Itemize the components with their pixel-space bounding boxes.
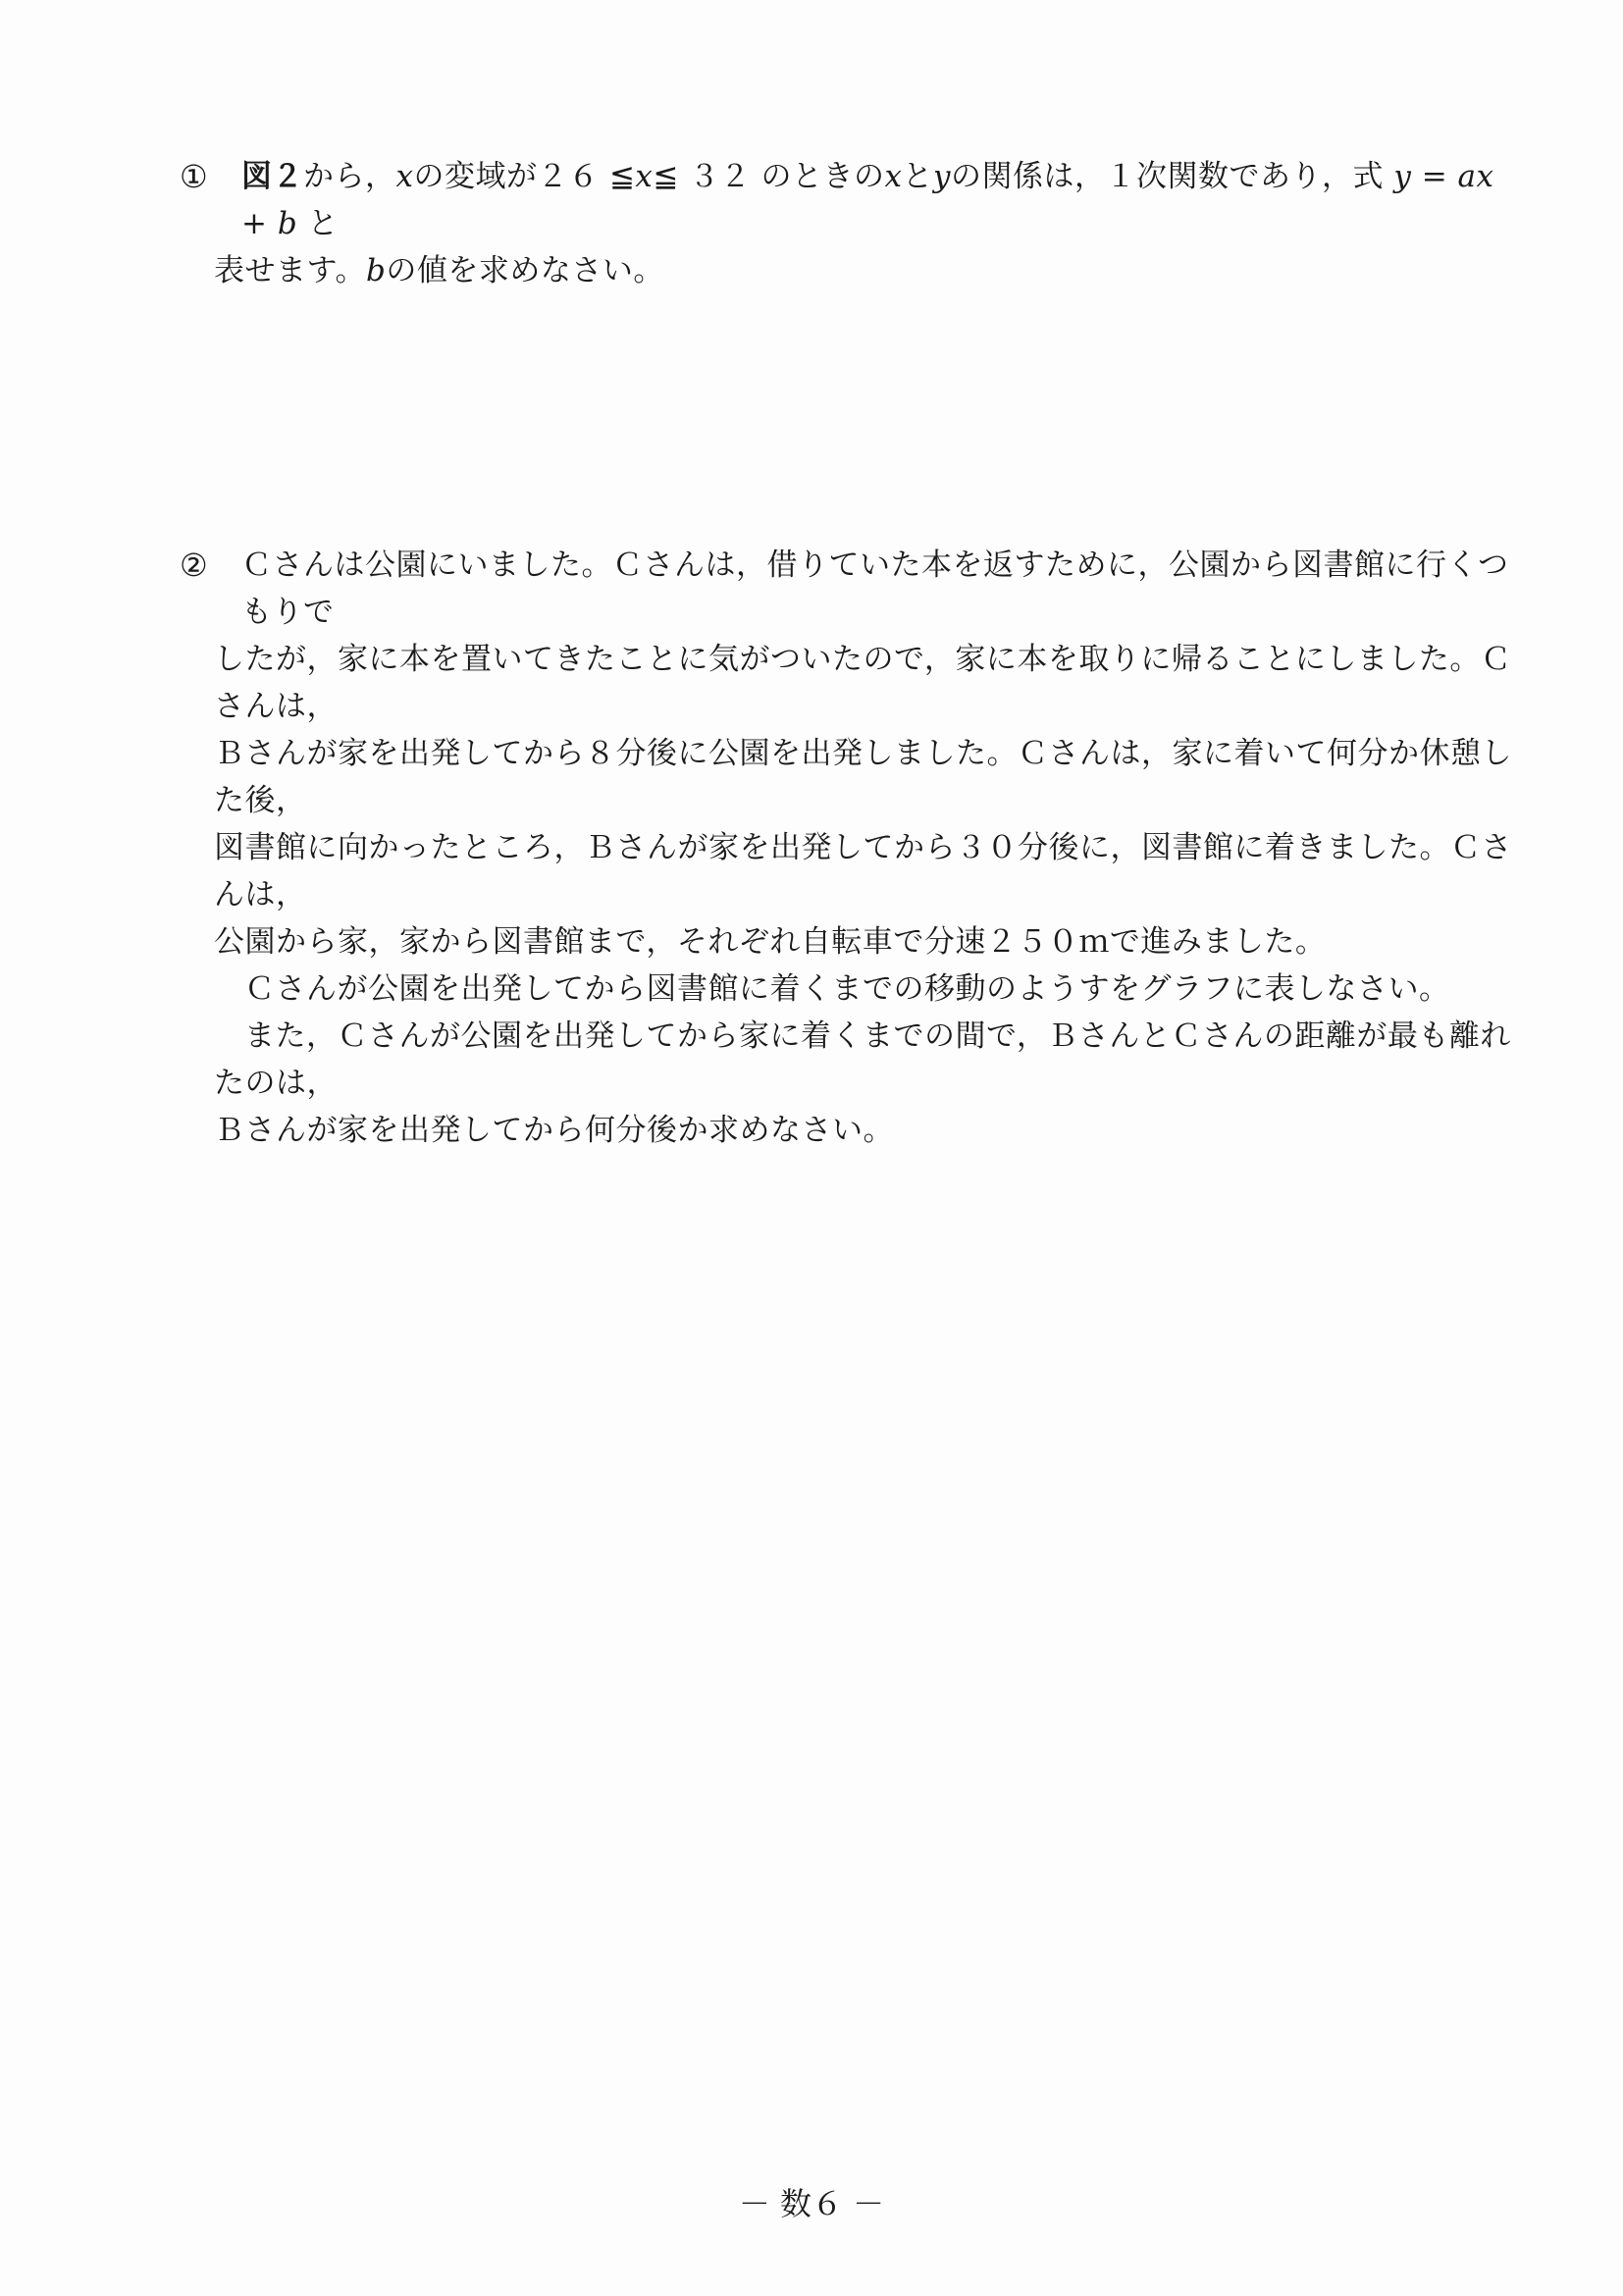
question-2-line-1: Ｃさんは公園にいました。Ｃさんは，借りていた本を返すために，公園から図書館に行くつもりで: [241, 548, 1509, 630]
answer-area-2: [180, 952, 1494, 2110]
question-1-line-2: 表せます。bの値を求めなさい。: [214, 253, 664, 288]
question-2-graph-instruction: Ｃさんが公園を出発してから図書館に着くまでの移動のようすをグラフに表しなさい。: [244, 971, 1450, 1007]
page-number: － 数６ －: [738, 2185, 885, 2222]
variable-b: b: [366, 253, 387, 288]
answer-area-1: [180, 265, 1494, 520]
variable-x: x: [884, 159, 903, 194]
figure-reference: 図２: [241, 159, 303, 194]
question-2-number: ②: [180, 547, 208, 584]
question-1-line-1: 図２から，xの変域が２６ ≦x≦ ３２ のときのxとyの関係は，１次関数であり，式 y = ax + b と: [241, 159, 1494, 241]
question-2-sub-question-line-1: また，Ｃさんが公園を出発してから家に着くまでの間で，ＢさんとＣさんの距離が最も離れたのは，: [214, 1018, 1511, 1101]
variable-y: y: [932, 159, 951, 194]
question-2-sub-question-line-2: Ｂさんが家を出発してから何分後か求めなさい。: [214, 1113, 894, 1148]
linear-formula: y = ax + b: [241, 159, 1494, 241]
question-2-line-4: 図書館に向かったところ，Ｂさんが家を出発してから３０分後に，図書館に着きました。Ｃさんは，: [214, 830, 1512, 913]
question-2-line-3: Ｂさんが家を出発してから８分後に公園を出発しました。Ｃさんは，家に着いて何分か休憩した後，: [214, 736, 1512, 818]
question-1-number: ①: [180, 158, 208, 195]
question-2-line-2: したが，家に本を置いてきたことに気がついたので，家に本を取りに帰ることにしました。Ｃさんは，: [214, 642, 1512, 724]
variable-x: x: [635, 159, 654, 194]
question-2-line-5: 公園から家，家から図書館まで，それぞれ自転車で分速２５０ｍで進みました。: [214, 924, 1327, 960]
variable-x: x: [395, 159, 414, 194]
